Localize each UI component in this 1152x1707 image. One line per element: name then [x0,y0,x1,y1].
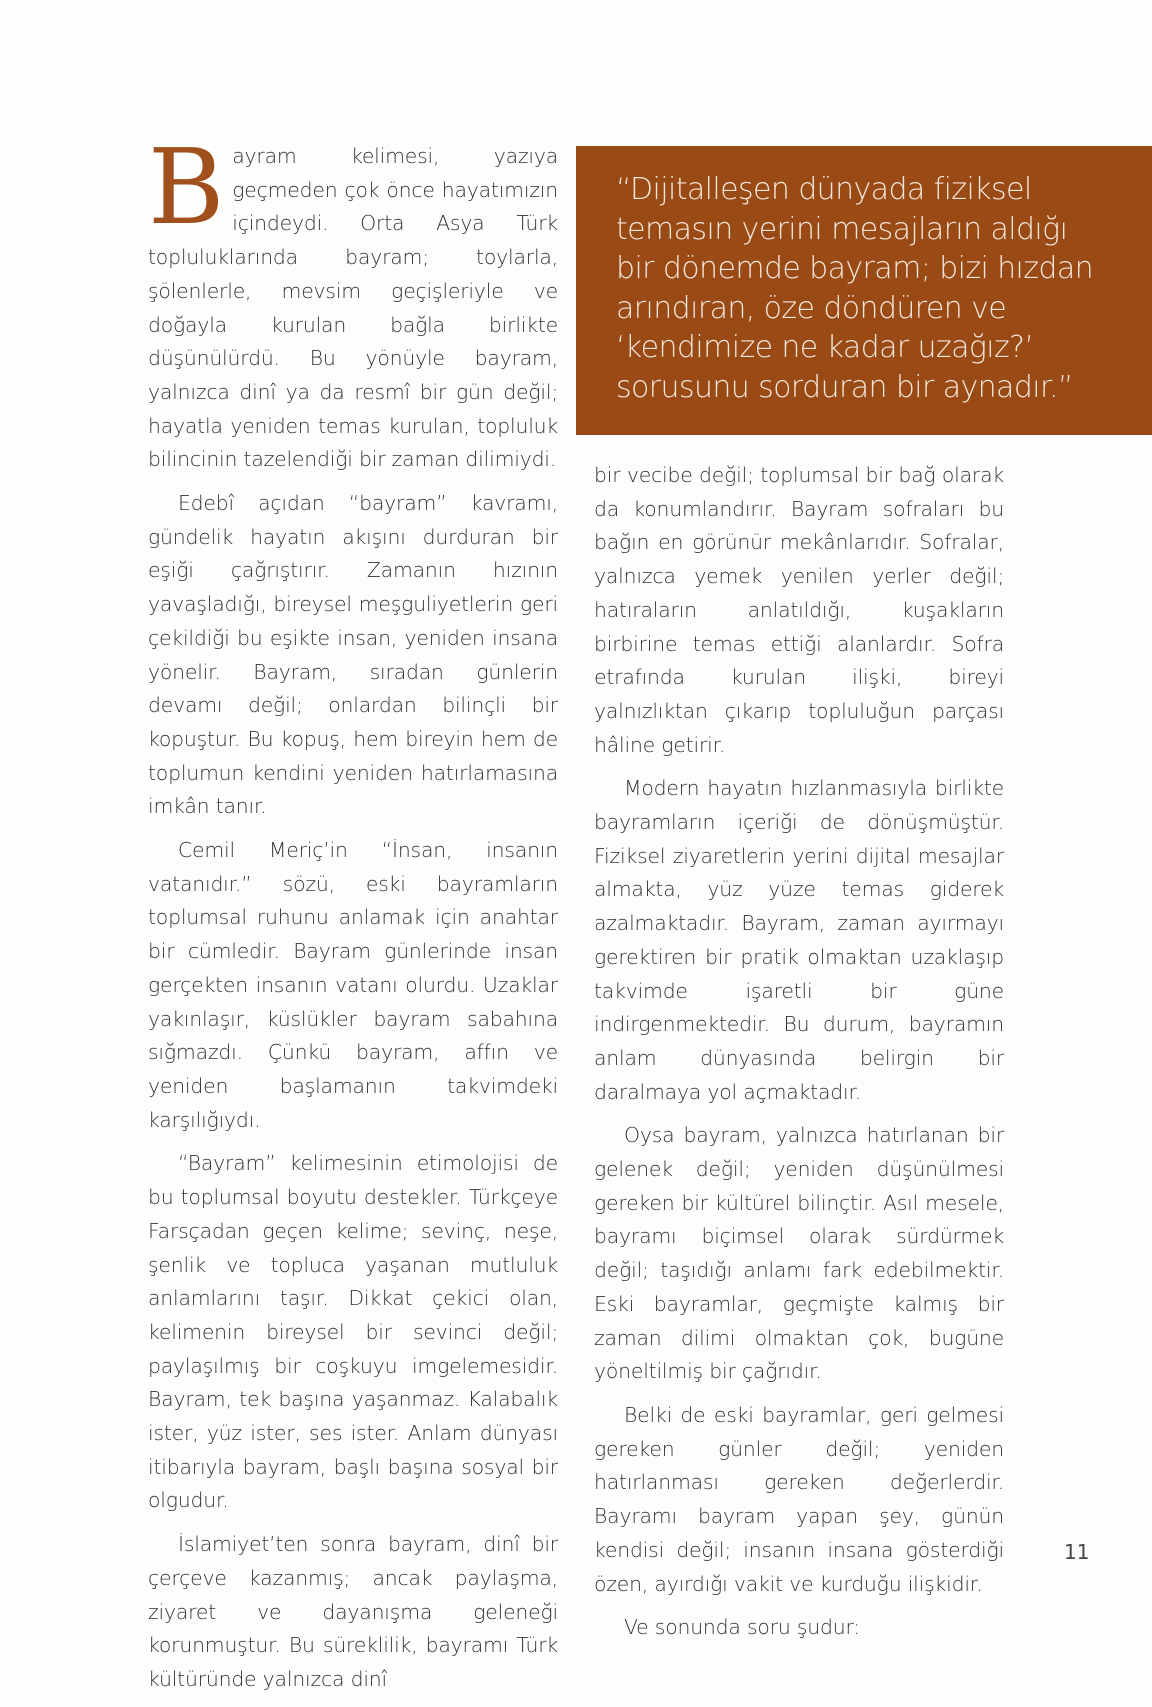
paragraph-text: ayram kelimesi, yazıya geçmeden çok önce hayatımızın içindeydi. Orta Asya Türk topluluklarında bayram; toylarla, şölenlerle, mevsim geçişleriyle ve doğayla kurulan bağla birlikte düşünülürdü. Bu yönüyle bayram, yalnızca dinî ya da resmî bir gün değil; hayatla yeniden temas kurulan, topluluk bilincinin tazelendiği bir zaman dilimiydi. [148,144,558,472]
paragraph: bir vecibe değil; toplumsal bir bağ olarak da konumlandırır. Bayram sofraları bu bağın en görünür mekânlarıdır. Sofralar, yalnızca yemek yenilen yerler değil; hatıraların anlatıldığı, kuşakların birbirine temas ettiği alanlardır. Sofra etrafında kurulan ilişki, bireyi yalnızlıktan çıkarıp topluluğun parçası hâline getirir. [594,463,1004,757]
paragraph [148,126,558,477]
paragraph: Edebî açıdan “bayram” kavramı, gündelik hayatın akışını durduran bir eşiği çağrıştırır. Zamanın hızının yavaşladığı, bireysel meşguliyetlerin geri çekildiği bu eşikte insan, yeniden insana yönelir. Bayram, sıradan günlerin devamı değil; onlardan bilinçli bir kopuştur. Bu kopuş, hem bireyin hem de toplumun kendini yeniden hatırlamasına imkân tanır. [148,491,558,819]
left-column [148,126,558,1707]
paragraph: İslamiyet’ten sonra bayram, dinî bir çerçeve kazanmış; ancak paylaşma, ziyaret ve dayanışma geleneği korunmuştur. Bu süreklilik, bayramı Türk kültüründe yalnızca dinî [148,1532,558,1691]
paragraph: Modern hayatın hızlanmasıyla birlikte bayramların içeriği de dönüşmüştür. Fiziksel ziyaretlerin yerini dijital mesajlar almakta, yüz yüze temas giderek azalmaktadır. Bayram, zaman ayırmayı gerektiren bir pratik olmaktan uzaklaşıp takvimde işaretli bir güne indirgenmektedir. Bu durum, bayramın anlam dünyasında belirgin bir daralmaya yol açmaktadır. [594,776,1004,1104]
paragraph: “Bayram” kelimesinin etimolojisi de bu toplumsal boyutu destekler. Türkçeye Farsçadan geçen kelime; sevinç, neşe, şenlik ve topluca yaşanan mutluluk anlamlarını taşır. Dikkat çekici olan, kelimenin bireysel bir sevinci değil; paylaşılmış bir coşkuyu imgelemesidir. Bayram, tek başına yaşanmaz. Kalabalık ister, yüz ister, ses ister. Anlam dünyası itibarıyla bayram, başlı başına sosyal bir olgudur. [148,1151,558,1513]
pull-quote-box [576,146,1152,435]
paragraph: Cemil Meriç’in “İnsan, insanın vatanıdır.” sözü, eski bayramların toplumsal ruhunu anlamak için anahtar bir cümledir. Bayram günlerinde insan gerçekten insanın vatanı olurdu. Uzaklar yakınlaşır, küslükler bayram sabahına sığmazdı. Çünkü bayram, affın ve yeniden başlamanın takvimdeki karşılığıydı. [148,838,558,1132]
drop-cap: B [148,126,225,248]
right-column [594,459,1004,1655]
paragraph: Oysa bayram, yalnızca hatırlanan bir gelenek değil; yeniden düşünülmesi gereken bir kültürel bilinçtir. Asıl mesele, bayramı biçimsel olarak sürdürmek değil; taşıdığı anlamı fark edebilmektir. Eski bayramlar, geçmişte kalmış bir zaman dilimi olmaktan çok, bugüne yöneltilmiş bir çağrıdır. [594,1123,1004,1384]
pull-quote: “Dijitalleşen dünyada fiziksel temasın yerini mesajların aldığı bir dönemde bayram; bizi hızdan arındıran, öze döndüren ve ‘kendimize ne kadar uzağız?’ sorusunu sorduran bir aynadır.” [616,172,1094,405]
page-number: 11 [1064,1540,1090,1564]
paragraph: Belki de eski bayramlar, geri gelmesi gereken günler değil; yeniden hatırlanması gereken değerlerdir. Bayramı bayram yapan şey, günün kendisi değil; insanın insana gösterdiği özen, ayırdığı vakit ve kurduğu ilişkidir. [594,1402,1004,1596]
paragraph: Ve sonunda soru şudur: [624,1615,860,1640]
